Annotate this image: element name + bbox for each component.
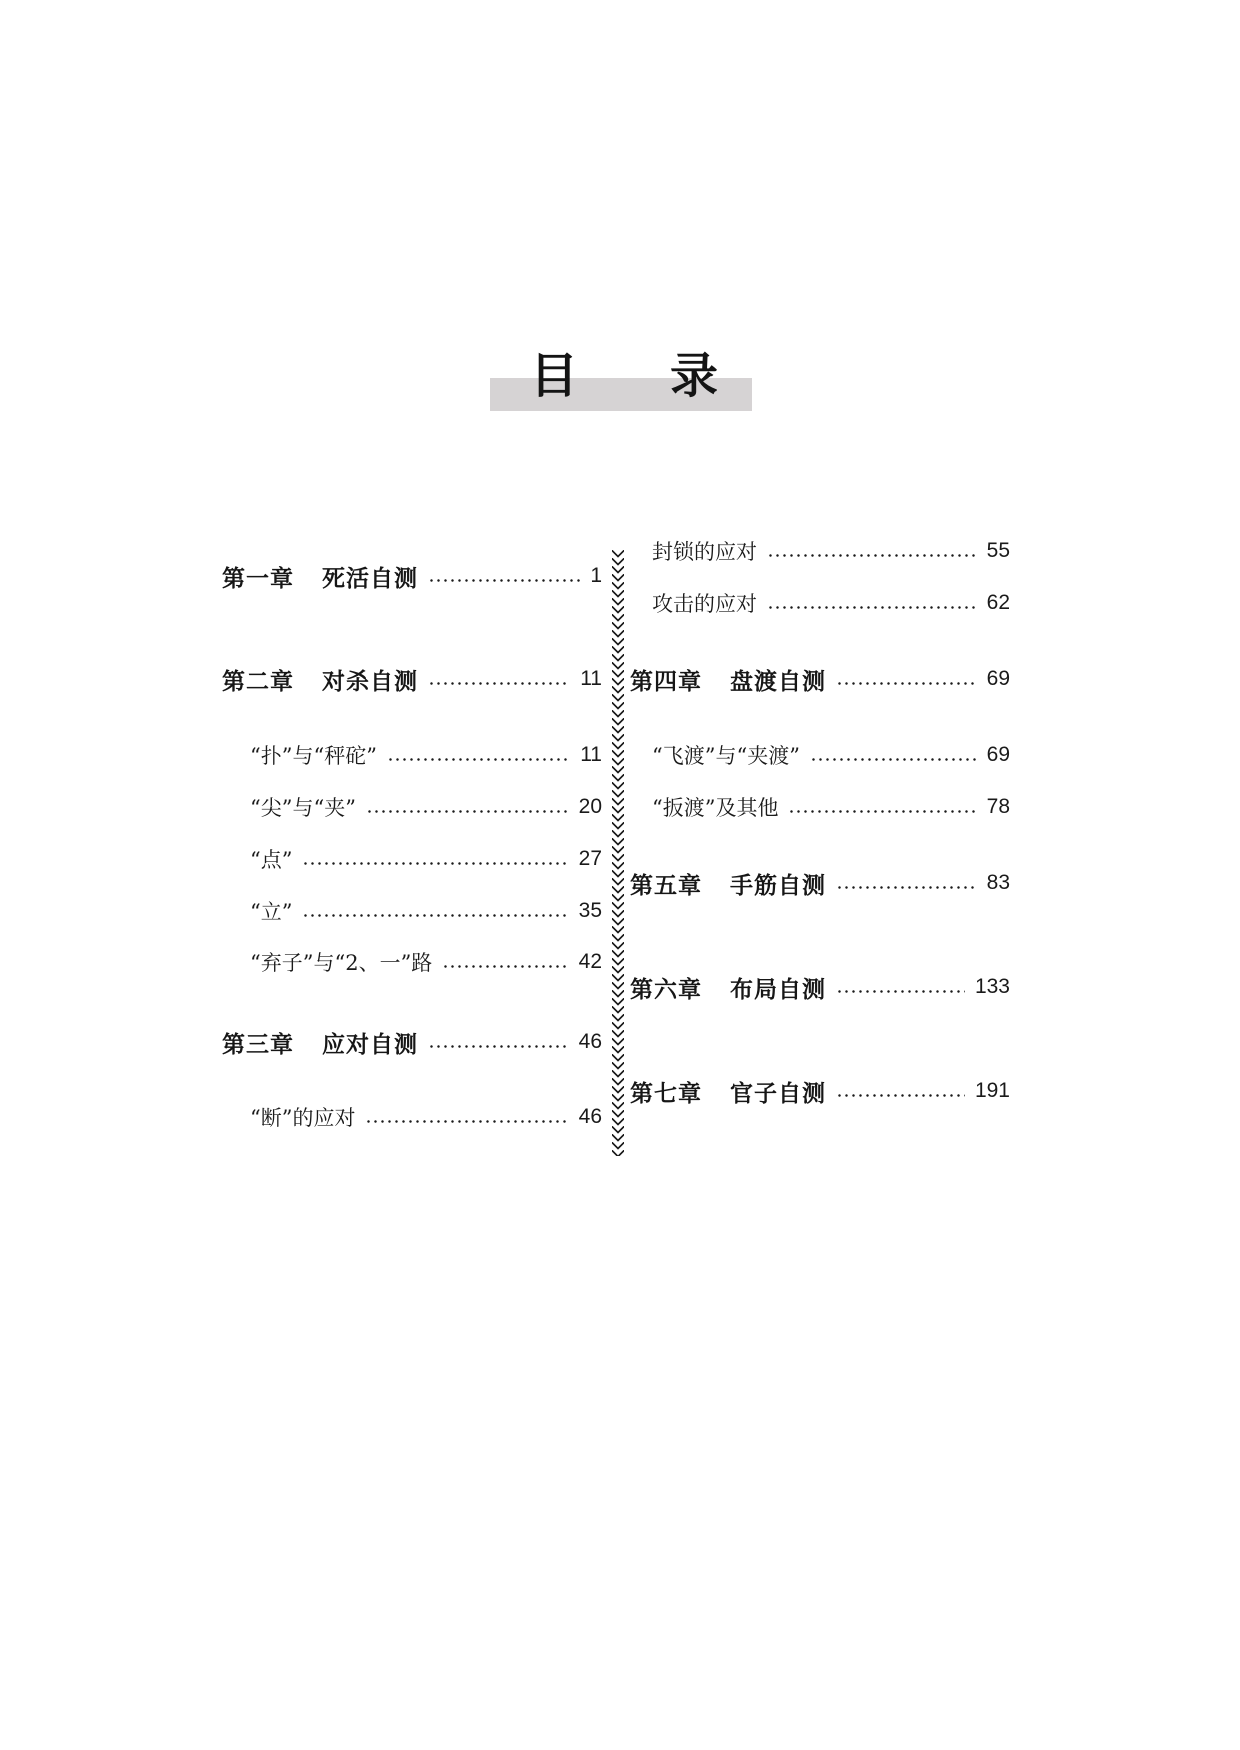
toc-section-entry[interactable] (652, 790, 1010, 824)
chapter-title: 布局自测 (730, 976, 826, 1003)
page-number: 46 (578, 1030, 602, 1053)
chapter-number: 第二章 (222, 668, 294, 695)
page-number: 20 (578, 795, 602, 818)
title-char-lu: 录 (670, 348, 719, 404)
toc-section-entry[interactable] (652, 534, 1010, 568)
page-number: 69 (986, 667, 1010, 690)
dot-leader (302, 862, 568, 865)
page-number: 27 (578, 847, 602, 870)
section-title: 封锁的应对 (652, 540, 757, 564)
page-number: 83 (986, 871, 1010, 894)
toc-section-entry[interactable] (250, 894, 602, 928)
page-number: 191 (974, 1079, 1010, 1102)
title-char-mu: 目 (530, 348, 579, 404)
dot-leader (428, 579, 580, 582)
toc-section-entry[interactable] (250, 945, 602, 979)
chapter-number: 第四章 (630, 668, 702, 695)
page-number: 42 (578, 950, 602, 973)
section-title: “扳渡”及其他 (652, 796, 779, 820)
dot-leader (302, 914, 568, 917)
dot-leader (428, 682, 570, 685)
page-number: 46 (578, 1105, 602, 1128)
dot-leader (428, 1045, 569, 1048)
toc-chapter-entry[interactable] (222, 559, 602, 593)
page-number: 11 (580, 667, 602, 690)
toc-chapter-entry[interactable] (222, 662, 602, 696)
dot-leader (836, 886, 977, 889)
toc-section-entry[interactable] (250, 842, 602, 876)
toc-section-entry[interactable] (652, 586, 1010, 620)
page-number: 69 (986, 743, 1010, 766)
dot-leader (836, 990, 965, 993)
toc-chapter-entry[interactable] (630, 1074, 1010, 1108)
chapter-title: 应对自测 (322, 1031, 418, 1058)
dot-leader (366, 810, 569, 813)
toc-section-entry[interactable] (652, 738, 1010, 772)
toc-section-entry[interactable] (250, 790, 602, 824)
section-title: “断”的应对 (250, 1106, 356, 1130)
dot-leader (836, 682, 977, 685)
section-title: “尖”与“夹” (250, 796, 356, 820)
section-title: 攻击的应对 (652, 592, 757, 616)
page-number: 78 (986, 795, 1010, 818)
toc-section-entry[interactable] (250, 738, 602, 772)
section-title: “立” (250, 900, 293, 924)
dot-leader (767, 554, 977, 557)
dot-leader (365, 1120, 568, 1123)
section-title: “弃子”与“2、一”路 (250, 951, 433, 975)
chapter-title: 官子自测 (730, 1080, 826, 1107)
toc-section-entry[interactable] (250, 1100, 602, 1134)
section-title: “点” (250, 848, 293, 872)
toc-title (490, 348, 752, 412)
toc-chapter-entry[interactable] (630, 662, 1010, 696)
dot-leader (810, 758, 977, 761)
chapter-number: 第六章 (630, 976, 702, 1003)
column-divider (612, 550, 624, 1156)
page-number: 62 (986, 591, 1010, 614)
chapter-number: 第一章 (222, 565, 294, 592)
toc-chapter-entry[interactable] (630, 866, 1010, 900)
section-title: “飞渡”与“夹渡” (652, 744, 800, 768)
chapter-title: 对杀自测 (322, 668, 418, 695)
chapter-title: 手筋自测 (730, 872, 826, 899)
toc-chapter-entry[interactable] (222, 1025, 602, 1059)
dot-leader (836, 1094, 965, 1097)
toc-chapter-entry[interactable] (630, 970, 1010, 1004)
page-number: 11 (580, 743, 602, 766)
page-number: 133 (974, 975, 1010, 998)
chapter-title: 盘渡自测 (730, 668, 826, 695)
page-number: 35 (578, 899, 602, 922)
page-number: 55 (986, 539, 1010, 562)
dot-leader (387, 758, 570, 761)
page-number: 1 (590, 564, 602, 587)
dot-leader (788, 810, 976, 813)
chapter-number: 第五章 (630, 872, 702, 899)
chapter-number: 第三章 (222, 1031, 294, 1058)
dot-leader (767, 606, 977, 609)
chapter-title: 死活自测 (322, 565, 418, 592)
chapter-number: 第七章 (630, 1080, 702, 1107)
section-title: “扑”与“秤砣” (250, 744, 377, 768)
dot-leader (442, 965, 568, 968)
